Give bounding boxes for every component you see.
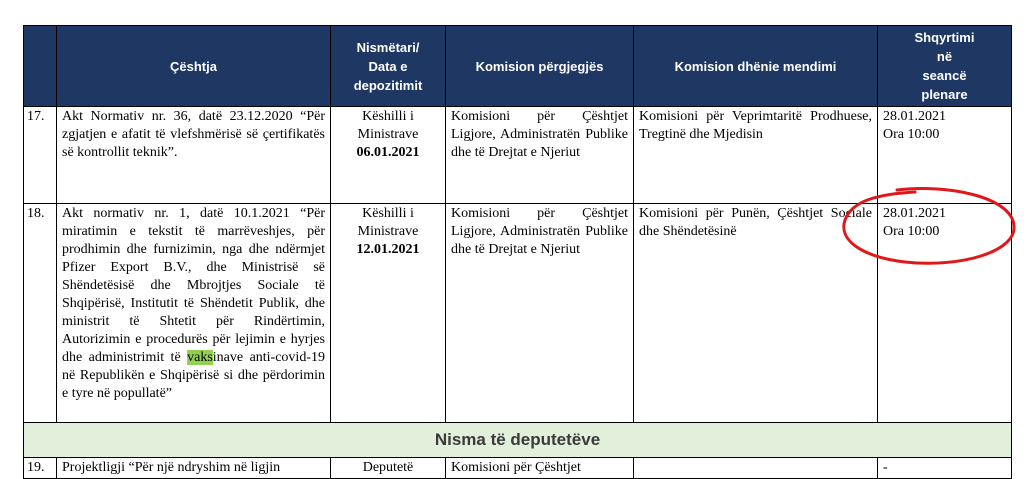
header-ceshtja: Çështja [57, 26, 331, 107]
row-komision-pergjegjes: Komisioni për Çështjet [446, 458, 634, 479]
row-ceshtja: Projektligji “Për një ndryshim në ligjin [57, 458, 331, 479]
header-shqyrtimi-line: seancë [922, 68, 967, 83]
row-komision-mendimi: Komisioni për Veprimtaritë Prodhuese, Tregtinë dhe Mjedisin [634, 107, 878, 204]
row-seance [878, 204, 1012, 423]
row-komision-pergjegjes: Komisioni për Çështjet Ligjore, Administratën Publike dhe të Drejtat e Njeriut [446, 204, 634, 423]
seance-time: Ora 10:00 [883, 224, 940, 239]
header-nismetari-line: Data e [368, 58, 408, 74]
row-number: 19. [24, 458, 57, 479]
table-header-row [24, 26, 1012, 107]
nismetari-text: Këshilli i Ministrave [357, 206, 419, 239]
deposit-date: 06.01.2021 [356, 145, 420, 160]
header-komision-mendimi: Komision dhënie mendimi [634, 26, 878, 107]
ceshtja-text: inave anti-covid-19 në Republikën e Shqipërisë si dhe përdorimin e tyre në popullatë” [62, 350, 325, 401]
row-ceshtja: Akt Normativ nr. 36, datë 23.12.2020 “Për zgjatjen e afatit të vlefshmërisë së çertifikatës së kontrollit teknik”. [57, 107, 331, 204]
row-ceshtja [57, 204, 331, 423]
header-shqyrtimi-line: Shqyrtimi [914, 30, 975, 45]
row-number: 18. [24, 204, 57, 423]
header-nismetari-line: Nismëtari/ [356, 39, 420, 55]
header-shqyrtimi [878, 26, 1012, 107]
row-number: 17. [24, 107, 57, 204]
seance-time: Ora 10:00 [883, 127, 940, 142]
header-shqyrtimi-line: në [936, 49, 953, 64]
section-title: Nisma të deputetëve [24, 423, 1012, 458]
row-nismetari [331, 204, 446, 423]
row-nismetari [331, 107, 446, 204]
row-seance [878, 107, 1012, 204]
row-komision-mendimi: Komisioni për Punën, Çështjet Sociale dhe Shëndetësinë [634, 204, 878, 423]
ceshtja-text: Akt normativ nr. 1, datë 10.1.2021 “Për miratimin e tekstit të marrëveshjes, për prodhimin dhe furnizimin, nga dhe ndërmjet Pfizer Export B.V., dhe Ministrisë së Shëndetësisë dhe Mbrojtjes Sociale të Shqipërisë, Institutit të Shëndetit Publik, dhe ministrit të Shtetit për Rindërtimin, Autorizimin e procedurës për lejimin e hyrjes dhe administrimit të [62, 206, 325, 365]
row-komision-mendimi [634, 458, 878, 479]
highlighted-text: vaks [187, 350, 213, 365]
table-row [24, 107, 1012, 204]
seance-date: 28.01.2021 [883, 109, 946, 124]
row-komision-pergjegjes: Komisioni për Çështjet Ligjore, Administratën Publike dhe të Drejtat e Njeriut [446, 107, 634, 204]
deposit-date: 12.01.2021 [356, 242, 420, 257]
section-row [24, 423, 1012, 458]
table-row [24, 458, 1012, 479]
row-nismetari: Deputetë [331, 458, 446, 479]
row-seance: - [878, 458, 1012, 479]
agenda-table [23, 25, 1012, 479]
seance-date: 28.01.2021 [883, 206, 946, 221]
header-nismetari-line: depozitimit [353, 77, 423, 93]
header-shqyrtimi-line: plenare [921, 87, 968, 102]
header-nismetari [331, 26, 446, 107]
header-number [24, 26, 57, 107]
table-row [24, 204, 1012, 423]
nismetari-text: Këshilli i Ministrave [357, 109, 419, 142]
header-komision-pergjegjes: Komision përgjegjës [446, 26, 634, 107]
